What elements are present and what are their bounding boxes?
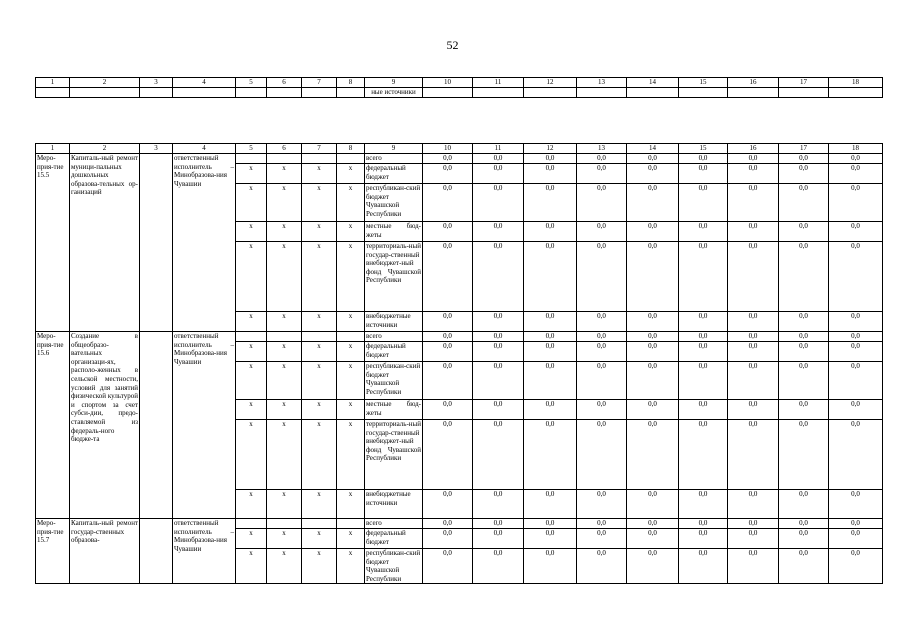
column-number-row [36, 78, 883, 88]
source-row [36, 519, 883, 529]
value-cell: 0,0 [829, 519, 883, 529]
x-mark-cell: х [236, 312, 267, 332]
value-cell: 0,0 [423, 312, 473, 332]
value-cell: 0,0 [829, 312, 883, 332]
x-mark-cell: х [337, 242, 365, 312]
value-cell: 0,0 [829, 184, 883, 222]
measure-name: Капиталь-ный ремонт муници-пальных дошкольных образова-тельных ор-ганизаций [70, 154, 140, 332]
value-cell: 0,0 [524, 342, 577, 362]
empty-cell [524, 88, 577, 98]
column-number: 4 [173, 78, 236, 88]
value-cell: 0,0 [473, 242, 524, 312]
x-mark-cell: х [337, 400, 365, 420]
value-cell: 0,0 [524, 529, 577, 549]
value-cell: 0,0 [779, 242, 829, 312]
value-cell: 0,0 [577, 362, 627, 400]
column-number: 1 [36, 144, 70, 154]
x-mark-cell: х [302, 420, 337, 490]
x-mark-cell: х [302, 184, 337, 222]
source-row [36, 332, 883, 342]
column-number: 14 [627, 78, 679, 88]
value-cell: 0,0 [473, 332, 524, 342]
source-name: всего [365, 332, 423, 342]
page-number: 52 [446, 38, 459, 52]
empty-cell [337, 519, 365, 529]
source-row [36, 154, 883, 164]
column-number: 8 [337, 78, 365, 88]
column-number: 12 [524, 144, 577, 154]
column-number: 6 [267, 144, 302, 154]
value-cell: 0,0 [524, 154, 577, 164]
continuation-source-cell: ные источники [365, 88, 423, 98]
value-cell: 0,0 [473, 490, 524, 519]
x-mark-cell: х [267, 490, 302, 519]
empty-cell [140, 88, 173, 98]
x-mark-cell: х [302, 490, 337, 519]
x-mark-cell: х [236, 490, 267, 519]
value-cell: 0,0 [779, 222, 829, 242]
value-cell: 0,0 [829, 222, 883, 242]
source-name: республикан-ский бюджет Чувашской Республики [365, 549, 423, 584]
value-cell: 0,0 [728, 490, 779, 519]
value-cell: 0,0 [679, 400, 728, 420]
column-number: 7 [302, 78, 337, 88]
x-mark-cell: х [267, 242, 302, 312]
empty-cell [236, 154, 267, 164]
value-cell: 0,0 [577, 222, 627, 242]
x-mark-cell: х [267, 420, 302, 490]
value-cell: 0,0 [473, 529, 524, 549]
x-mark-cell: х [302, 549, 337, 584]
value-cell: 0,0 [627, 332, 679, 342]
measure-label: Меро-прия-тие 15.5 [36, 154, 70, 332]
value-cell: 0,0 [679, 312, 728, 332]
empty-cell [173, 88, 236, 98]
continuation-table [35, 77, 883, 98]
empty-cell [36, 88, 70, 98]
column-number: 3 [140, 144, 173, 154]
value-cell: 0,0 [829, 342, 883, 362]
value-cell: 0,0 [473, 519, 524, 529]
continuation-row [36, 88, 883, 98]
value-cell: 0,0 [423, 342, 473, 362]
value-cell: 0,0 [473, 420, 524, 490]
source-name: всего [365, 519, 423, 529]
value-cell: 0,0 [423, 529, 473, 549]
source-name: республикан-ский бюджет Чувашской Республики [365, 184, 423, 222]
x-mark-cell: х [302, 529, 337, 549]
value-cell: 0,0 [679, 362, 728, 400]
column-number: 8 [337, 144, 365, 154]
column-number: 15 [679, 144, 728, 154]
column-number: 4 [173, 144, 236, 154]
value-cell: 0,0 [627, 420, 679, 490]
x-mark-cell: х [267, 184, 302, 222]
x-mark-cell: х [302, 362, 337, 400]
value-cell: 0,0 [728, 332, 779, 342]
value-cell: 0,0 [473, 549, 524, 584]
source-name: федеральный бюджет [365, 342, 423, 362]
column-number: 17 [779, 144, 829, 154]
value-cell: 0,0 [423, 490, 473, 519]
empty-cell [627, 88, 679, 98]
value-cell: 0,0 [577, 242, 627, 312]
source-name: территориаль-ный государ-ственный внебюджет-ный фонд Чувашской Республики [365, 420, 423, 490]
column-number: 5 [236, 144, 267, 154]
empty-cell [236, 519, 267, 529]
value-cell: 0,0 [627, 519, 679, 529]
empty-cell [302, 519, 337, 529]
column-number: 11 [473, 144, 524, 154]
value-cell: 0,0 [627, 529, 679, 549]
x-mark-cell: х [337, 312, 365, 332]
value-cell: 0,0 [679, 342, 728, 362]
value-cell: 0,0 [577, 420, 627, 490]
value-cell: 0,0 [627, 222, 679, 242]
value-cell: 0,0 [728, 184, 779, 222]
value-cell: 0,0 [577, 400, 627, 420]
value-cell: 0,0 [627, 490, 679, 519]
column-number: 17 [779, 78, 829, 88]
x-mark-cell: х [267, 362, 302, 400]
empty-cell [140, 154, 173, 332]
value-cell: 0,0 [473, 362, 524, 400]
source-name: внебюджетные источники [365, 490, 423, 519]
column-number: 6 [267, 78, 302, 88]
value-cell: 0,0 [577, 342, 627, 362]
x-mark-cell: х [267, 222, 302, 242]
column-number-row [36, 144, 883, 154]
x-mark-cell: х [236, 164, 267, 184]
measure-name: Создание в общеобразо-вательных организаци-ях, располо-женных в сельской местности, условий для занятий физической культурой и спортом за счет субси-дии, предо-ставляемой из федераль-ного бюдже-та [70, 332, 140, 519]
value-cell: 0,0 [524, 400, 577, 420]
value-cell: 0,0 [779, 342, 829, 362]
x-mark-cell: х [267, 529, 302, 549]
column-number: 15 [679, 78, 728, 88]
measure-label: Меро-прия-тие 15.6 [36, 332, 70, 519]
value-cell: 0,0 [423, 184, 473, 222]
value-cell: 0,0 [779, 164, 829, 184]
source-name: местные бюд-жеты [365, 222, 423, 242]
column-number: 3 [140, 78, 173, 88]
value-cell: 0,0 [524, 222, 577, 242]
empty-cell [337, 88, 365, 98]
empty-cell [679, 88, 728, 98]
value-cell: 0,0 [728, 529, 779, 549]
value-cell: 0,0 [423, 519, 473, 529]
x-mark-cell: х [302, 342, 337, 362]
x-mark-cell: х [267, 549, 302, 584]
column-number: 2 [70, 78, 140, 88]
empty-cell [267, 332, 302, 342]
measure-name: Капиталь-ный ремонт государ-ственных образова- [70, 519, 140, 584]
value-cell: 0,0 [728, 362, 779, 400]
value-cell: 0,0 [473, 342, 524, 362]
value-cell: 0,0 [524, 362, 577, 400]
source-name: местные бюд-жеты [365, 400, 423, 420]
x-mark-cell: х [302, 400, 337, 420]
empty-cell [267, 88, 302, 98]
column-number: 16 [728, 144, 779, 154]
value-cell: 0,0 [423, 420, 473, 490]
value-cell: 0,0 [473, 312, 524, 332]
executor-cell: ответственный исполнитель – Минобразова-ния Чувашии [173, 332, 236, 519]
value-cell: 0,0 [577, 154, 627, 164]
value-cell: 0,0 [728, 222, 779, 242]
value-cell: 0,0 [679, 519, 728, 529]
empty-cell [302, 88, 337, 98]
empty-cell [337, 332, 365, 342]
empty-cell [728, 88, 779, 98]
column-number: 16 [728, 78, 779, 88]
x-mark-cell: х [236, 529, 267, 549]
x-mark-cell: х [302, 164, 337, 184]
value-cell: 0,0 [679, 154, 728, 164]
value-cell: 0,0 [627, 154, 679, 164]
value-cell: 0,0 [524, 490, 577, 519]
value-cell: 0,0 [779, 312, 829, 332]
x-mark-cell: х [236, 400, 267, 420]
x-mark-cell: х [337, 529, 365, 549]
value-cell: 0,0 [473, 154, 524, 164]
value-cell: 0,0 [423, 549, 473, 584]
source-name: территориаль-ный государ-ственный внебюджет-ный фонд Чувашской Республики [365, 242, 423, 312]
x-mark-cell: х [236, 362, 267, 400]
value-cell: 0,0 [627, 362, 679, 400]
value-cell: 0,0 [728, 242, 779, 312]
column-number: 9 [365, 144, 423, 154]
measure-label: Меро-прия-тие 15.7 [36, 519, 70, 584]
value-cell: 0,0 [679, 549, 728, 584]
value-cell: 0,0 [829, 529, 883, 549]
value-cell: 0,0 [473, 400, 524, 420]
value-cell: 0,0 [524, 242, 577, 312]
value-cell: 0,0 [679, 332, 728, 342]
column-number: 13 [577, 78, 627, 88]
x-mark-cell: х [302, 312, 337, 332]
column-number: 10 [423, 144, 473, 154]
value-cell: 0,0 [423, 164, 473, 184]
value-cell: 0,0 [524, 549, 577, 584]
value-cell: 0,0 [779, 549, 829, 584]
value-cell: 0,0 [423, 242, 473, 312]
empty-cell [236, 88, 267, 98]
empty-cell [236, 332, 267, 342]
value-cell: 0,0 [728, 154, 779, 164]
source-name: федеральный бюджет [365, 164, 423, 184]
value-cell: 0,0 [728, 164, 779, 184]
x-mark-cell: х [267, 312, 302, 332]
value-cell: 0,0 [577, 549, 627, 584]
value-cell: 0,0 [577, 312, 627, 332]
x-mark-cell: х [267, 164, 302, 184]
value-cell: 0,0 [728, 519, 779, 529]
empty-cell [267, 519, 302, 529]
source-name: всего [365, 154, 423, 164]
value-cell: 0,0 [779, 332, 829, 342]
value-cell: 0,0 [577, 164, 627, 184]
value-cell: 0,0 [473, 164, 524, 184]
column-number: 10 [423, 78, 473, 88]
x-mark-cell: х [337, 362, 365, 400]
x-mark-cell: х [337, 164, 365, 184]
value-cell: 0,0 [627, 184, 679, 222]
empty-cell [829, 88, 883, 98]
value-cell: 0,0 [728, 549, 779, 584]
value-cell: 0,0 [829, 490, 883, 519]
value-cell: 0,0 [779, 154, 829, 164]
value-cell: 0,0 [779, 519, 829, 529]
value-cell: 0,0 [423, 400, 473, 420]
value-cell: 0,0 [829, 242, 883, 312]
value-cell: 0,0 [524, 332, 577, 342]
x-mark-cell: х [337, 222, 365, 242]
value-cell: 0,0 [423, 362, 473, 400]
x-mark-cell: х [337, 420, 365, 490]
x-mark-cell: х [236, 420, 267, 490]
value-cell: 0,0 [577, 332, 627, 342]
value-cell: 0,0 [679, 164, 728, 184]
value-cell: 0,0 [679, 490, 728, 519]
value-cell: 0,0 [829, 400, 883, 420]
column-number: 14 [627, 144, 679, 154]
executor-cell: ответственный исполнитель – Минобразова-ния Чувашии [173, 519, 236, 584]
x-mark-cell: х [236, 549, 267, 584]
empty-cell [302, 154, 337, 164]
value-cell: 0,0 [423, 222, 473, 242]
x-mark-cell: х [236, 222, 267, 242]
value-cell: 0,0 [829, 362, 883, 400]
value-cell: 0,0 [473, 222, 524, 242]
x-mark-cell: х [267, 400, 302, 420]
value-cell: 0,0 [577, 184, 627, 222]
empty-cell [577, 88, 627, 98]
empty-cell [473, 88, 524, 98]
value-cell: 0,0 [779, 362, 829, 400]
column-number: 12 [524, 78, 577, 88]
value-cell: 0,0 [679, 529, 728, 549]
value-cell: 0,0 [779, 529, 829, 549]
value-cell: 0,0 [627, 164, 679, 184]
value-cell: 0,0 [473, 184, 524, 222]
value-cell: 0,0 [679, 222, 728, 242]
value-cell: 0,0 [829, 332, 883, 342]
empty-cell [337, 154, 365, 164]
value-cell: 0,0 [423, 154, 473, 164]
column-number: 13 [577, 144, 627, 154]
column-number: 7 [302, 144, 337, 154]
value-cell: 0,0 [679, 420, 728, 490]
column-number: 18 [829, 78, 883, 88]
value-cell: 0,0 [679, 242, 728, 312]
value-cell: 0,0 [627, 242, 679, 312]
empty-cell [140, 332, 173, 519]
value-cell: 0,0 [679, 184, 728, 222]
value-cell: 0,0 [524, 312, 577, 332]
column-number: 1 [36, 78, 70, 88]
value-cell: 0,0 [779, 490, 829, 519]
value-cell: 0,0 [779, 184, 829, 222]
value-cell: 0,0 [577, 490, 627, 519]
value-cell: 0,0 [728, 342, 779, 362]
x-mark-cell: х [337, 184, 365, 222]
x-mark-cell: х [236, 184, 267, 222]
column-number: 9 [365, 78, 423, 88]
value-cell: 0,0 [423, 332, 473, 342]
value-cell: 0,0 [577, 529, 627, 549]
value-cell: 0,0 [524, 184, 577, 222]
x-mark-cell: х [236, 342, 267, 362]
value-cell: 0,0 [779, 400, 829, 420]
value-cell: 0,0 [524, 420, 577, 490]
source-name: республикан-ский бюджет Чувашской Республики [365, 362, 423, 400]
value-cell: 0,0 [779, 420, 829, 490]
empty-cell [70, 88, 140, 98]
value-cell: 0,0 [829, 154, 883, 164]
value-cell: 0,0 [728, 420, 779, 490]
value-cell: 0,0 [627, 549, 679, 584]
value-cell: 0,0 [524, 519, 577, 529]
value-cell: 0,0 [627, 342, 679, 362]
empty-cell [302, 332, 337, 342]
column-number: 18 [829, 144, 883, 154]
value-cell: 0,0 [728, 400, 779, 420]
column-number: 11 [473, 78, 524, 88]
value-cell: 0,0 [627, 312, 679, 332]
measures-table [35, 143, 883, 584]
value-cell: 0,0 [829, 420, 883, 490]
x-mark-cell: х [337, 342, 365, 362]
empty-cell [423, 88, 473, 98]
executor-cell: ответственный исполнитель – Минобразова-ния Чувашии [173, 154, 236, 332]
value-cell: 0,0 [829, 549, 883, 584]
value-cell: 0,0 [627, 400, 679, 420]
x-mark-cell: х [337, 490, 365, 519]
x-mark-cell: х [267, 342, 302, 362]
x-mark-cell: х [236, 242, 267, 312]
empty-cell [779, 88, 829, 98]
empty-cell [140, 519, 173, 584]
source-name: федеральный бюджет [365, 529, 423, 549]
value-cell: 0,0 [577, 519, 627, 529]
empty-cell [267, 154, 302, 164]
value-cell: 0,0 [829, 164, 883, 184]
source-name: внебюджетные источники [365, 312, 423, 332]
x-mark-cell: х [302, 242, 337, 312]
column-number: 5 [236, 78, 267, 88]
column-number: 2 [70, 144, 140, 154]
value-cell: 0,0 [728, 312, 779, 332]
x-mark-cell: х [337, 549, 365, 584]
x-mark-cell: х [302, 222, 337, 242]
value-cell: 0,0 [524, 164, 577, 184]
